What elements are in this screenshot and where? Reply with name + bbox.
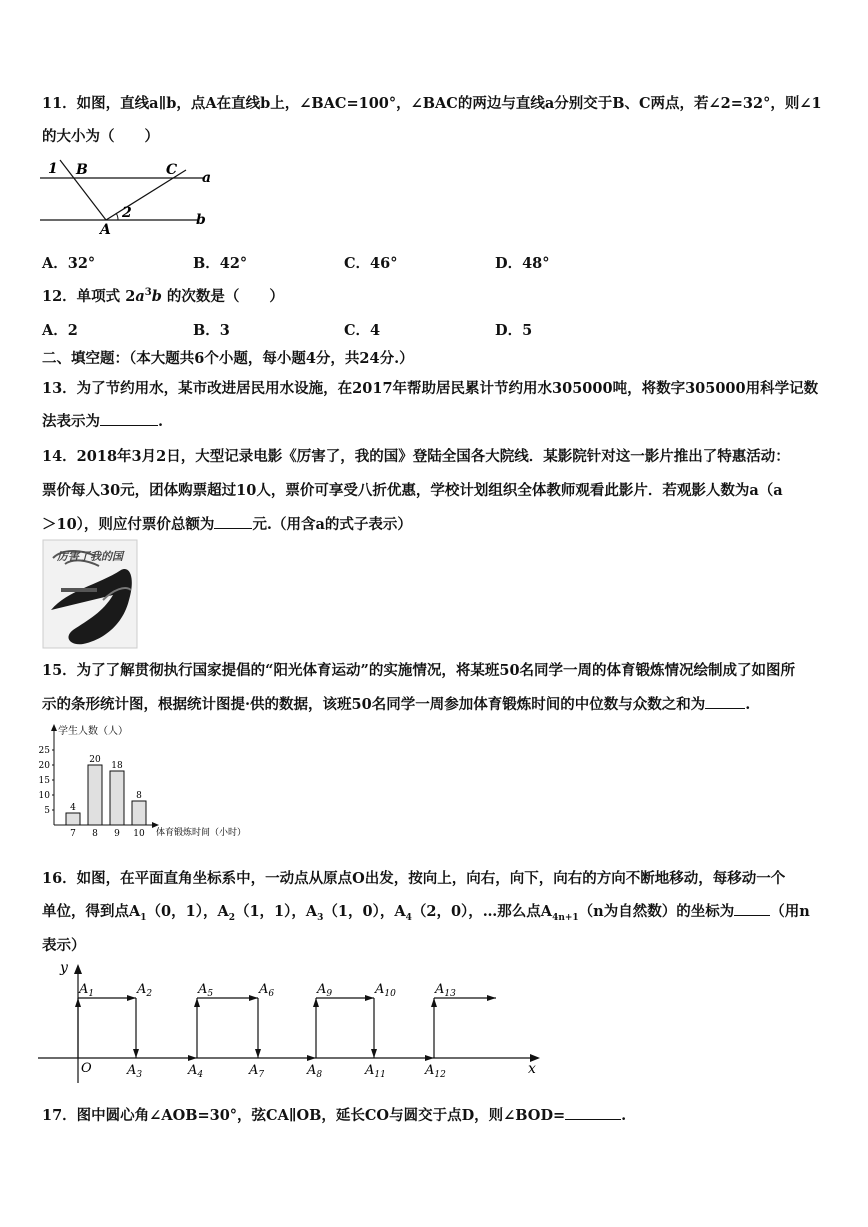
q11-option-a[interactable]: A．32° [42, 255, 96, 272]
arrowhead [313, 998, 319, 1007]
arrowhead [249, 995, 258, 1001]
arrowhead [127, 995, 136, 1001]
q11-label-B: B [76, 162, 88, 178]
q12-option-a[interactable]: A．2 [42, 322, 78, 339]
q16-line1: 16．如图，在平面直角坐标系中，一动点从原点O出发，按向上，向右，向下，向右的方向不断地移动，每移动一个 [42, 870, 786, 887]
chart-ylabel: 学生人数（人） [58, 726, 128, 737]
bar-value-label: 20 [89, 755, 101, 765]
q12-var-b: b [151, 288, 162, 305]
q16-p4: （1，1），A [234, 903, 318, 920]
point-label-top: $A_5$ [198, 982, 214, 999]
q13-line2 [42, 410, 163, 431]
q17-line1b: . [621, 1107, 627, 1124]
point-label-top: $A_2$ [137, 982, 153, 999]
poster-caption: 厉害了我的国 [57, 550, 123, 563]
q12-text-c: ） [269, 288, 284, 305]
x-tick-label: 7 [70, 829, 76, 839]
q12-var-a: a [135, 288, 145, 305]
q11-option-d[interactable]: D．48° [495, 255, 550, 272]
point-label-bottom: $A_3$ [127, 1063, 143, 1080]
point-label-top: $A_1$ [79, 982, 95, 999]
movie-poster-image [43, 540, 137, 648]
y-tick-label: 25 [38, 746, 50, 756]
q11-line2a: 的大小为（ [42, 128, 115, 145]
q16-x-label: x [528, 1061, 536, 1077]
section-2-heading: 二、填空题：（本大题共6个小题，每小题4分，共24分.） [42, 350, 414, 367]
arrowhead [255, 1049, 261, 1058]
q11-label-2: 2 [122, 205, 132, 221]
q11-label-C: C [166, 162, 178, 178]
bar-value-label: 18 [111, 761, 123, 771]
q12-option-b[interactable]: B．3 [193, 322, 230, 339]
q16-answer-blank[interactable] [734, 903, 770, 916]
q13-line2a: 法表示为 [42, 413, 100, 430]
arrowhead [307, 1055, 316, 1061]
point-label-bottom: $A_7$ [249, 1063, 265, 1080]
arrowhead [431, 998, 437, 1007]
q16-p10: （n为自然数）的坐标为 [578, 903, 735, 920]
q11-line2b: ） [144, 128, 159, 145]
q15-line2a: 示的条形统计图，根据统计图提·供的数据，该班50名同学一周参加体育锻炼时间的中位数与众数之和为 [42, 696, 706, 713]
bar [88, 765, 102, 825]
q16-sub2: 2 [228, 912, 235, 923]
arrowhead [75, 998, 81, 1007]
x-tick-label: 10 [133, 829, 145, 839]
point-label-bottom: $A_{12}$ [425, 1063, 446, 1080]
q11-option-b[interactable]: B．42° [193, 255, 248, 272]
x-tick-label: 8 [92, 829, 98, 839]
q13-line1: 13．为了节约用水，某市改进居民用水设施，在2017年帮助居民累计节约用水305000吨，将数字305000用科学记数 [42, 380, 819, 397]
x-tick-label: 9 [114, 829, 120, 839]
arrowhead [188, 1055, 197, 1061]
q13-line2b: . [158, 413, 164, 430]
q16-p11: （用n [770, 903, 810, 920]
bar-chart [36, 722, 247, 852]
q14-answer-blank[interactable] [214, 516, 252, 529]
q16-origin-label: O [81, 1061, 92, 1076]
y-tick-label: 15 [38, 776, 50, 786]
q12-exponent: 3 [144, 287, 152, 299]
point-label-top: $A_9$ [317, 982, 333, 999]
arrowhead [365, 995, 374, 1001]
q16-p2: （0，1），A [146, 903, 229, 920]
arrowhead [425, 1055, 434, 1061]
y-tick-label: 20 [38, 761, 50, 771]
q11-label-1: 1 [48, 161, 58, 177]
bar [132, 801, 146, 825]
q17-answer-blank[interactable] [565, 1107, 621, 1120]
q15-line1: 15．为了了解贯彻执行国家提倡的“阳光体育运动”的实施情况，将某班50名同学一周的体育锻炼情况绘制成了如图所 [42, 662, 796, 679]
point-label-top: $A_6$ [259, 982, 275, 999]
q11-label-b: b [196, 212, 206, 228]
arrowhead [371, 1049, 377, 1058]
q14-line1: 14．2018年3月2日，大型记录电影《厉害了，我的国》登陆全国各大院线．某影院针对这一影片推出了特惠活动： [42, 448, 790, 465]
q16-p6: （1，0），A [323, 903, 406, 920]
point-label-bottom: $A_4$ [188, 1063, 204, 1080]
q13-answer-blank[interactable] [100, 413, 158, 426]
q17-line1 [42, 1104, 626, 1125]
point-label-top: $A_{13}$ [435, 982, 456, 999]
q11-line1: 11．如图，直线a∥b，点A在直线b上，∠BAC=100°，∠BAC的两边与直线a分别交于B、C两点，若∠2=32°，则∠1 [42, 95, 822, 112]
q12-option-c[interactable]: C．4 [344, 322, 381, 339]
q12-text-b: 的次数是（ [161, 288, 240, 305]
q11-option-c[interactable]: C．46° [344, 255, 398, 272]
bar [110, 771, 124, 825]
q16-line2 [42, 900, 810, 923]
bar [66, 813, 80, 825]
q12-stem [42, 285, 284, 306]
arrowhead [487, 995, 496, 1001]
chart-xlabel: 体育锻炼时间（小时） [156, 828, 247, 838]
arrowhead [133, 1049, 139, 1058]
q14-line2: 票价每人30元，团体购票超过10人，票价可享受八折优惠，学校计划组织全体教师观看此影片．若观影人数为a（a [42, 482, 783, 499]
y-tick-label: 10 [38, 791, 50, 801]
q15-line2b: . [745, 696, 751, 713]
q16-p0: 单位，得到点A [42, 903, 141, 920]
point-label-bottom: $A_8$ [307, 1063, 323, 1080]
q14-line3b: 元.（用含a的式子表示） [252, 516, 412, 533]
q11-label-A: A [100, 222, 111, 238]
q11-figure [38, 155, 218, 237]
q15-answer-blank[interactable] [705, 696, 745, 709]
q16-sub4: 4 [405, 912, 412, 923]
q11-line2 [42, 125, 159, 146]
q16-sub1: 1 [140, 912, 147, 923]
y-tick-label: 5 [44, 806, 50, 816]
bar-value-label: 8 [136, 791, 142, 801]
q14-line3 [42, 513, 412, 534]
point-label-bottom: $A_{11}$ [365, 1063, 386, 1080]
q15-line2 [42, 693, 750, 714]
q17-line1a: 17．图中圆心角∠AOB=30°，弦CA∥OB，延长CO与圆交于点D，则∠BOD= [42, 1107, 566, 1124]
arrowhead [194, 998, 200, 1007]
q14-line3a: ＞10），则应付票价总额为 [42, 516, 215, 533]
point-label-top: $A_{10}$ [375, 982, 396, 999]
bar-value-label: 4 [70, 803, 76, 813]
q12-text-a: 12．单项式 2 [42, 288, 136, 305]
q16-sub-4n1: 4n+1 [552, 912, 579, 923]
q16-y-label: y [60, 960, 68, 976]
q12-option-d[interactable]: D．5 [495, 322, 533, 339]
q16-sub3: 3 [317, 912, 324, 923]
q16-line3: 表示） [42, 937, 86, 954]
q16-p8: （2，0），…那么点A [411, 903, 553, 920]
q11-label-a: a [202, 170, 212, 186]
q16-figure [38, 958, 548, 1083]
